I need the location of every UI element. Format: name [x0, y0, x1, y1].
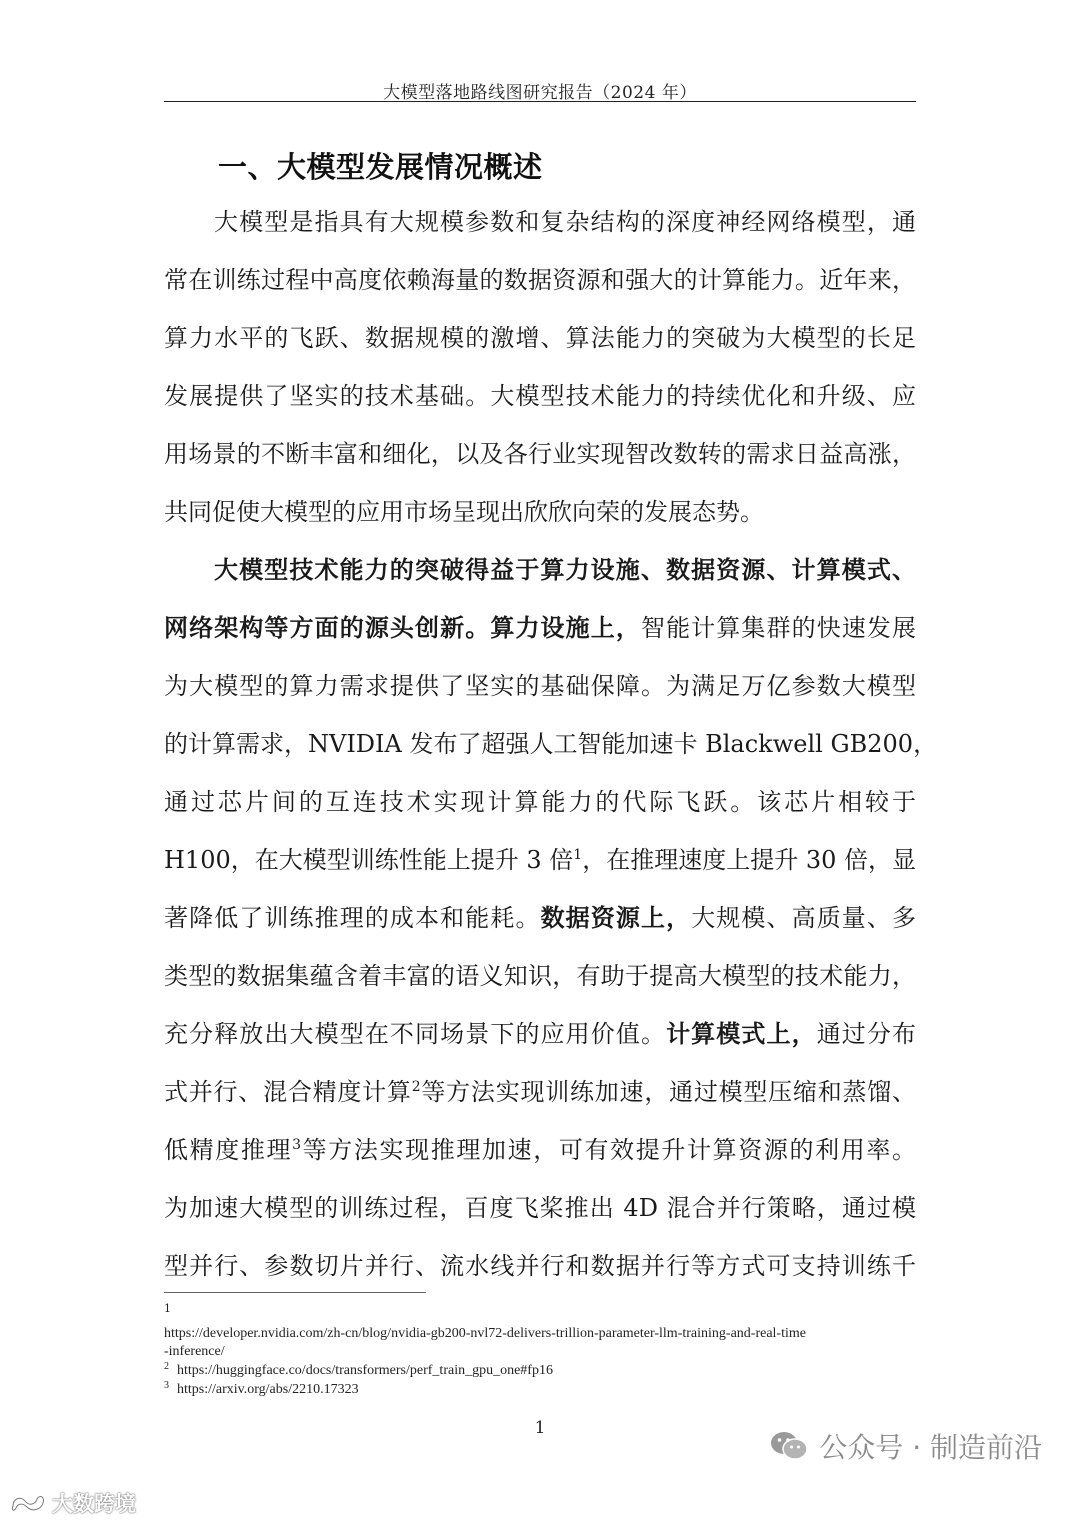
paragraph-line [164, 1134, 916, 1166]
page-number: 1 [534, 1418, 546, 1438]
paragraph-line: 的计算需求，NVIDIA 发布了超强人工智能加速卡 Blackwell GB200， [164, 730, 938, 758]
paragraph-line [214, 554, 916, 586]
body-text: 智能计算集群的快速发展 [640, 614, 917, 642]
watermark-text: 大数跨境 [52, 1492, 136, 1516]
footnote-2 [164, 1362, 916, 1380]
paragraph-line: 算力水平的飞跃、数据规模的激增、算法能力的突破为大模型的长足 [164, 324, 916, 352]
footnote-3 [164, 1381, 916, 1399]
footnote-link[interactable]: https://developer.nvidia.com/zh-cn/blog/nvidia-gb200-nvl72-delivers-trillion-parameter-llm-training-and-real-time [164, 1326, 806, 1341]
footnote-link[interactable]: https://arxiv.org/abs/2210.17323 [177, 1382, 359, 1397]
body-text: 低精度推理 [164, 1136, 293, 1164]
paragraph-line [164, 1018, 916, 1050]
body-text: 通过分布 [816, 1020, 917, 1048]
wechat-watermark [769, 1426, 1042, 1466]
brand-watermark [10, 1488, 136, 1518]
bold-lead-sentence: 网络架构等方面的源头创新。算力设施上， [164, 614, 641, 642]
footnote-ref[interactable]: 3 [292, 1137, 302, 1153]
body-text: 著降低了训练推理的成本和能耗。 [164, 904, 541, 932]
footnote-ref[interactable]: 1 [573, 847, 583, 863]
body-text: 大规模、高质量、多 [691, 904, 917, 932]
paragraph-line: 用场景的不断丰富和细化，以及各行业实现智改数转的需求日益高涨， [164, 440, 916, 468]
paragraph-line: 型并行、参数切片并行、流水线并行和数据并行等方式可支持训练千 [164, 1252, 916, 1280]
paragraph-line: 常在训练过程中高度依赖海量的数据资源和强大的计算能力。近年来， [164, 266, 916, 294]
footnote-link-continuation[interactable]: -inference/ [164, 1344, 225, 1359]
brand-logo-icon [10, 1491, 46, 1515]
paragraph-line: 为大模型的算力需求提供了坚实的基础保障。为满足万亿参数大模型 [164, 672, 916, 700]
watermark-text: 公众号 · 制造前沿 [819, 1431, 1042, 1464]
paragraph-line: 通过芯片间的互连技术实现计算能力的代际飞跃。该芯片相较于 [164, 788, 916, 816]
running-header: 大模型落地路线图研究报告（2024 年） [383, 83, 697, 103]
paragraph-line [164, 612, 916, 644]
body-text: H100，在大模型训练性能上提升 3 倍 [164, 846, 574, 874]
paragraph-line: 类型的数据集蕴含着丰富的语义知识，有助于提高大模型的技术能力， [164, 962, 916, 990]
footnote-link[interactable]: https://huggingface.co/docs/transformers/perf_train_gpu_one#fp16 [177, 1363, 553, 1378]
paragraph-line: 发展提供了坚实的技术基础。大模型技术能力的持续优化和升级、应 [164, 382, 916, 410]
paragraph-line: 为加速大模型的训练过程，百度飞桨推出 4D 混合并行策略，通过模 [164, 1194, 916, 1222]
paragraph-line [164, 1076, 916, 1108]
body-text: 式并行、混合精度计算 [164, 1078, 412, 1106]
footnote-number: 2 [164, 1361, 169, 1372]
header-divider [164, 101, 916, 102]
footnote-number: 3 [164, 1380, 169, 1391]
wechat-icon [769, 1429, 809, 1463]
body-text: 等方法实现训练加速，通过模型压缩和蒸馏、 [420, 1078, 917, 1106]
section-heading: 一、大模型发展情况概述 [218, 150, 543, 184]
bold-topic-label: 数据资源上， [540, 904, 692, 932]
footnote-number: 1 [164, 1302, 171, 1315]
paragraph-line: 大模型是指具有大规模参数和复杂结构的深度神经网络模型，通 [214, 208, 916, 236]
footnote-divider [164, 1292, 426, 1293]
paragraph-line [164, 902, 916, 934]
paragraph-line: 共同促使大模型的应用市场呈现出欣欣向荣的发展态势。 [164, 498, 764, 526]
body-text: 等方法实现推理加速，可有效提升计算资源的利用率。 [301, 1136, 917, 1164]
bold-topic-label: 计算模式上， [666, 1020, 817, 1048]
body-text: 充分释放出大模型在不同场景下的应用价值。 [164, 1020, 667, 1048]
bold-lead-sentence: 大模型技术能力的突破得益于算力设施、数据资源、计算模式、 [214, 556, 916, 584]
footnote-ref[interactable]: 2 [411, 1079, 421, 1095]
paragraph-line [164, 844, 916, 876]
body-text: ，在推理速度上提升 30 倍，显 [582, 846, 917, 874]
